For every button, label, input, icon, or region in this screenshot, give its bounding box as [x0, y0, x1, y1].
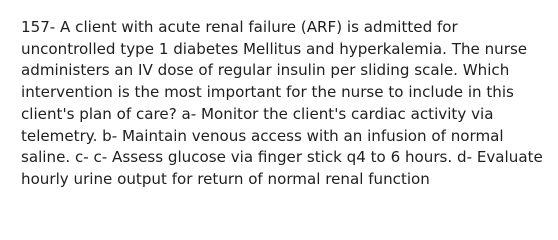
question-text: 157- A client with acute renal failure (ARF) is admitted for uncontrolled type 1 diabetes Mellitus and hyperkalemia. The nurse administers an IV dose of regular insulin per sliding scale. Which intervention is the most important for the nurse to include in this client's plan of care? a- Monitor the client's cardiac activity via telemetry. b- Maintain venous access with an infusion of normal saline. c- c- Assess glucose via finger stick q4 to 6 hours. d- Evaluate hourly urine output for return of normal renal function — [21, 18, 543, 188]
